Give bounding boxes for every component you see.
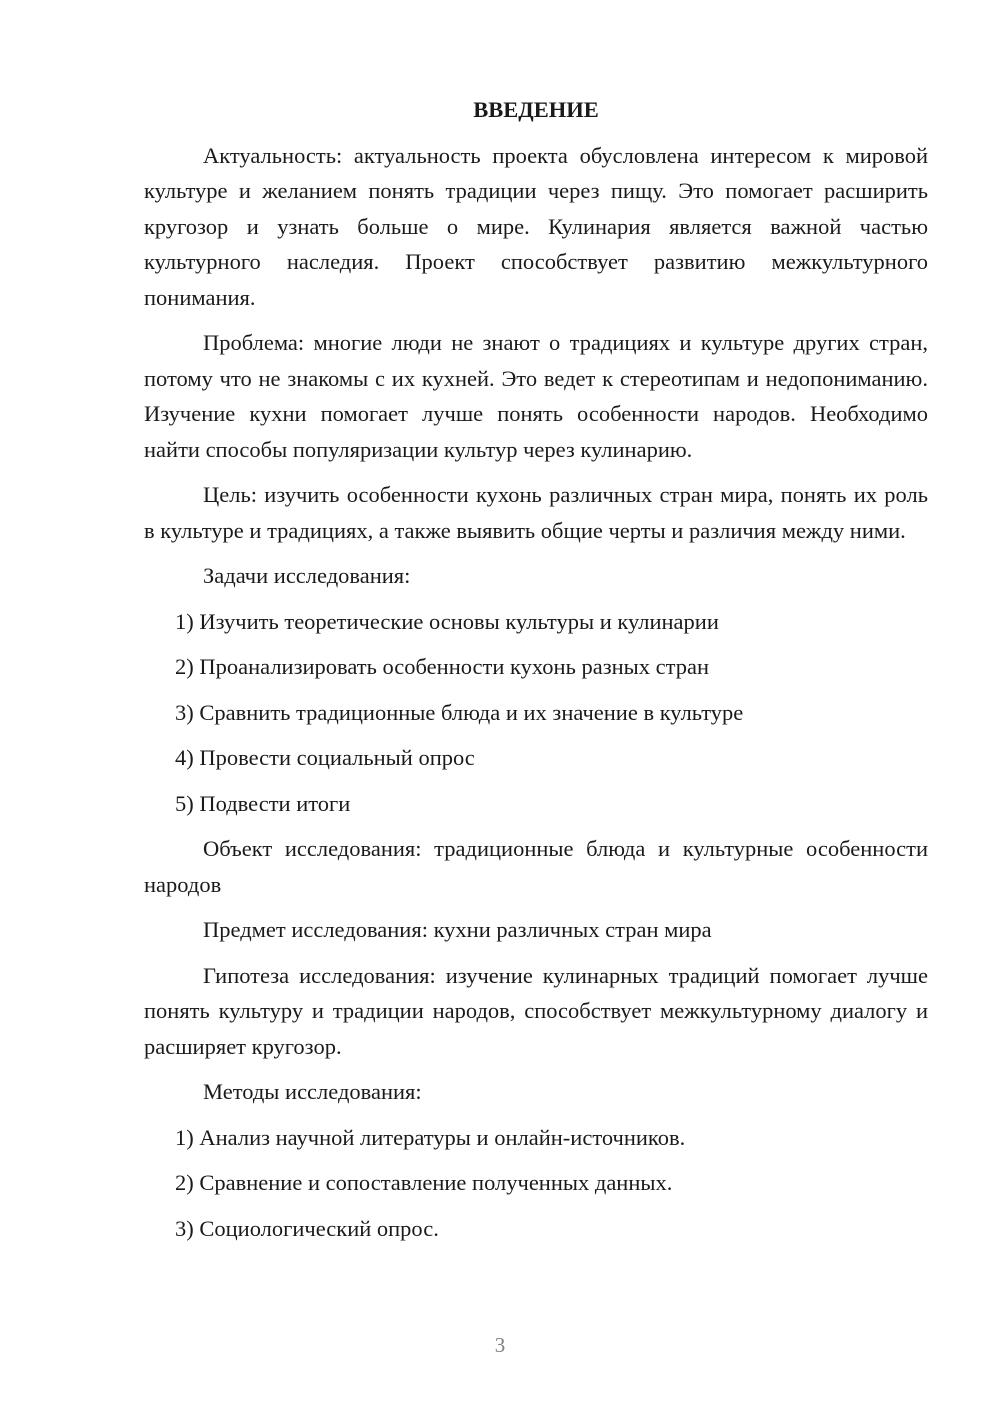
tasks-heading: Задачи исследования: xyxy=(203,563,411,588)
method-item-1: 1) Анализ научной литературы и онлайн-источников. xyxy=(175,1124,686,1150)
task-item-1: 1) Изучить теоретические основы культуры и кулинарии xyxy=(175,608,719,634)
method-item-2: 2) Сравнение и сопоставление полученных данных. xyxy=(175,1170,673,1195)
task-item-5: 5) Подвести итоги xyxy=(175,790,351,816)
object-paragraph: Объект исследования: традиционные блюда и культурные особенности народов xyxy=(144,836,928,897)
task-item-2: 2) Проанализировать особенности кухонь разных стран xyxy=(175,654,710,679)
page-content xyxy=(144,92,928,1256)
hypothesis-paragraph: Гипотеза исследования: изучение кулинарных традиций помогает лучше понять культуру и традиции народов, способствует межкультурному диалогу и расширяет кругозор. xyxy=(144,962,928,1059)
goal-paragraph: Цель: изучить особенности кухонь различных стран мира, понять их роль в культуре и традициях, а также выявить общие черты и различия между ними. xyxy=(144,482,928,543)
subject-paragraph: Предмет исследования: кухни различных стран мира xyxy=(203,917,712,942)
page-number: 3 xyxy=(494,1333,506,1357)
page-title: ВВЕДЕНИЕ xyxy=(473,97,599,122)
relevance-paragraph: Актуальность: актуальность проекта обусловлена интересом к мировой культуре и желанием понять традиции через пищу. Это помогает расширить кругозор и узнать больше о мире. Кулинария является важной частью культурного наследия. Проект способствует развитию межкультурного понимания. xyxy=(144,142,928,310)
problem-paragraph: Проблема: многие люди не знают о традициях и культуре других стран, потому что не знакомы с их кухней. Это ведет к стереотипам и недопониманию. Изучение кухни помогает лучше понять особенности народов. Необходимо найти способы популяризации культур через кулинарию. xyxy=(144,330,928,462)
method-item-3: 3) Социологический опрос. xyxy=(175,1215,439,1241)
methods-heading: Методы исследования: xyxy=(203,1079,422,1104)
task-item-4: 4) Провести социальный опрос xyxy=(175,745,475,770)
task-item-3: 3) Сравнить традиционные блюда и их значение в культуре xyxy=(175,699,744,725)
